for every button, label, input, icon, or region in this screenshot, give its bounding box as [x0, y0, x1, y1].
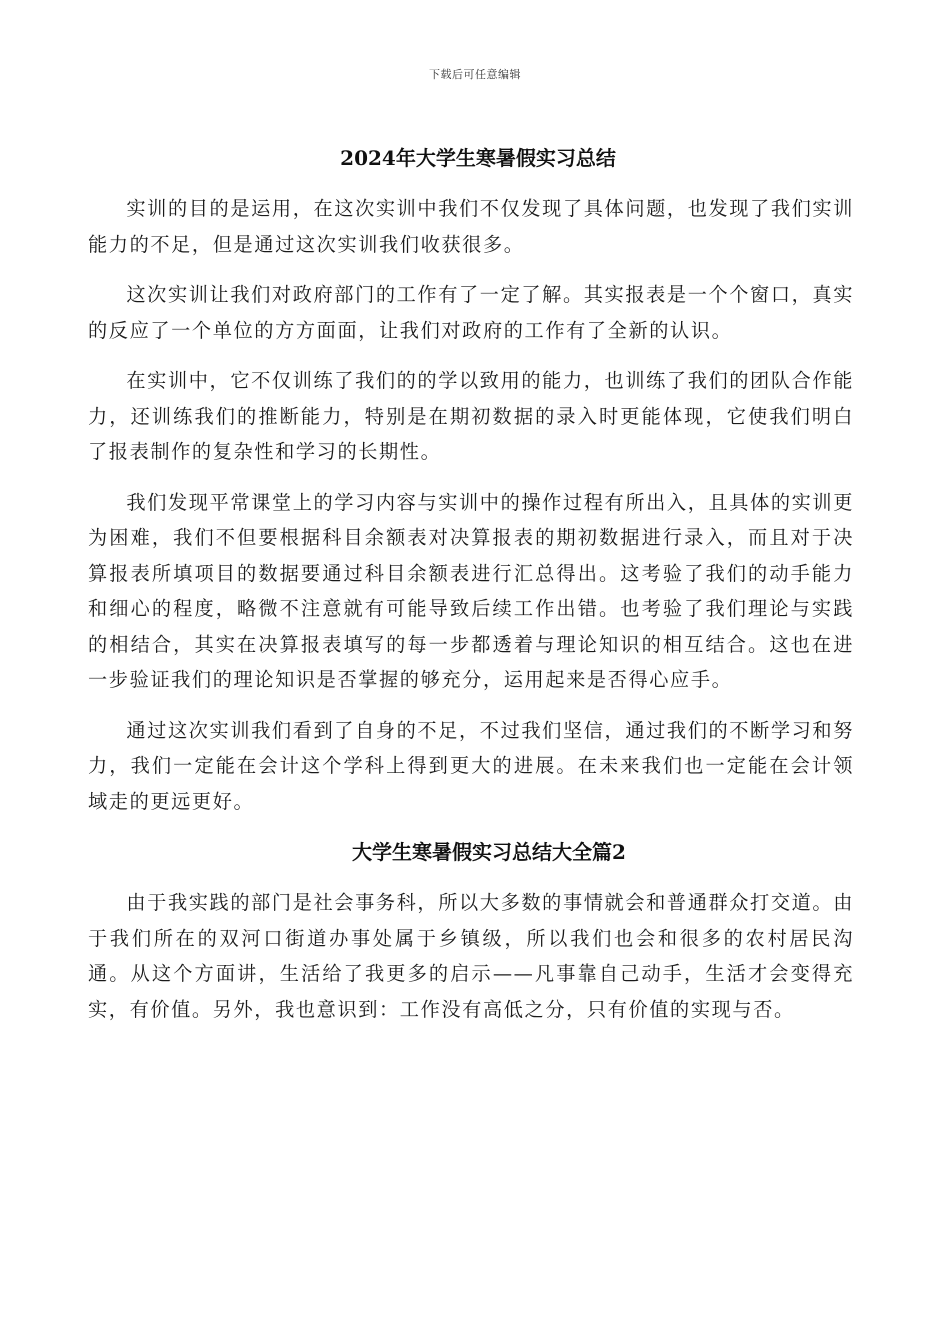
paragraph: 在实训中，它不仅训练了我们的的学以致用的能力，也训练了我们的团队合作能力，还训练我们的推断能力，特别是在期初数据的录入时更能体现，它使我们明白了报表制作的复杂性和学习的长期性。 — [88, 369, 854, 463]
paragraph: 我们发现平常课堂上的学习内容与实训中的操作过程有所出入，且具体的实训更为困难，我们不但要根据科目余额表对决算报表的期初数据进行录入，而且对于决算报表所填项目的数据要通过科目余额表进行汇总得出。这考验了我们的动手能力和细心的程度，略微不注意就有可能导致后续工作出错。也考验了我们理论与实践的相结合，其实在决算报表填写的每一步都透着与理论知识的相互结合。这也在进一步验证我们的理论知识是否掌握的够充分，运用起来是否得心应手。 — [88, 490, 854, 691]
section-title: 大学生寒暑假实习总结大全篇2 — [352, 840, 626, 864]
header-note: 下载后可任意编辑 — [429, 68, 521, 81]
document-title: 2024年大学生寒暑假实习总结 — [340, 146, 616, 170]
document-body — [88, 140, 854, 1042]
paragraph: 实训的目的是运用，在这次实训中我们不仅发现了具体问题，也发现了我们实训能力的不足，但是通过这次实训我们收获很多。 — [88, 197, 854, 256]
paragraph: 由于我实践的部门是社会事务科，所以大多数的事情就会和普通群众打交道。由于我们所在的双河口街道办事处属于乡镇级，所以我们也会和很多的农村居民沟通。从这个方面讲，生活给了我更多的启示——凡事靠自己动手，生活才会变得充实，有价值。另外，我也意识到：工作没有高低之分，只有价值的实现与否。 — [88, 891, 854, 1021]
paragraph: 这次实训让我们对政府部门的工作有了一定了解。其实报表是一个个窗口，真实的反应了一个单位的方方面面，让我们对政府的工作有了全新的认识。 — [88, 283, 854, 342]
paragraph: 通过这次实训我们看到了自身的不足，不过我们坚信，通过我们的不断学习和努力，我们一定能在会计这个学科上得到更大的进展。在未来我们也一定能在会计领域走的更远更好。 — [88, 718, 854, 813]
